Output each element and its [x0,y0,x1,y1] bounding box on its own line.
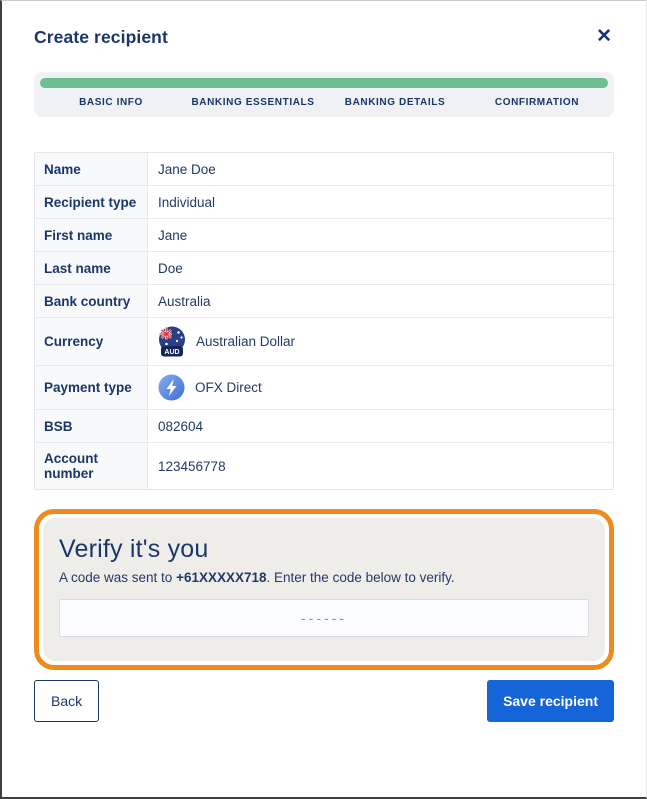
verify-message: A code was sent to +61XXXXX718. Enter the code below to verify. [59,570,455,585]
step-banking-essentials: BANKING ESSENTIALS [191,97,315,108]
masked-phone-number: +61XXXXX718 [176,570,267,585]
table-row [35,410,613,443]
row-value: Doe [148,252,613,284]
table-row [35,252,613,285]
row-value: 123456778 [148,443,613,489]
table-row [35,285,613,318]
close-button[interactable] [594,25,614,48]
row-label: Recipient type [35,186,148,218]
row-value: 082604 [148,410,613,442]
row-value: Jane Doe [148,153,613,185]
row-label: Account number [35,443,148,489]
save-recipient-button[interactable]: Save recipient [487,680,614,722]
progress-bar-fill [40,78,608,88]
recipient-summary-table [34,152,614,490]
table-row-payment-type [35,366,613,410]
table-row [35,219,613,252]
row-value [148,318,613,365]
verify-title: Verify it's you [59,535,209,563]
step-basic-info: BASIC INFO [79,97,143,108]
verify-section [43,518,605,661]
back-button[interactable]: Back [34,680,99,722]
table-row [35,153,613,186]
step-confirmation: CONFIRMATION [494,97,580,108]
table-row [35,443,613,489]
verify-highlight-ring [34,509,614,670]
stepper-labels [40,97,608,108]
row-label: BSB [35,410,148,442]
verification-code-input[interactable] [59,599,589,637]
row-value: Jane [148,219,613,251]
progress-stepper [34,72,614,117]
ofx-bolt-icon [158,374,185,401]
table-row-currency [35,318,613,366]
modal-header [34,27,614,48]
progress-bar-track [40,78,608,88]
aud-flag-icon [158,326,186,357]
row-label: Payment type [35,366,148,409]
page-title: Create recipient [34,27,168,47]
modal-footer [34,680,614,722]
row-value: Individual [148,186,613,218]
row-label: Currency [35,318,148,365]
row-label: First name [35,219,148,251]
payment-type-name: OFX Direct [195,380,262,395]
create-recipient-modal [2,1,646,722]
step-banking-details: BANKING DETAILS [344,97,446,108]
row-label: Bank country [35,285,148,317]
row-label: Last name [35,252,148,284]
close-icon: ✕ [596,26,612,47]
currency-name: Australian Dollar [196,334,296,349]
svg-text:AUD: AUD [164,349,180,356]
row-label: Name [35,153,148,185]
table-row [35,186,613,219]
row-value [148,366,613,409]
row-value: Australia [148,285,613,317]
